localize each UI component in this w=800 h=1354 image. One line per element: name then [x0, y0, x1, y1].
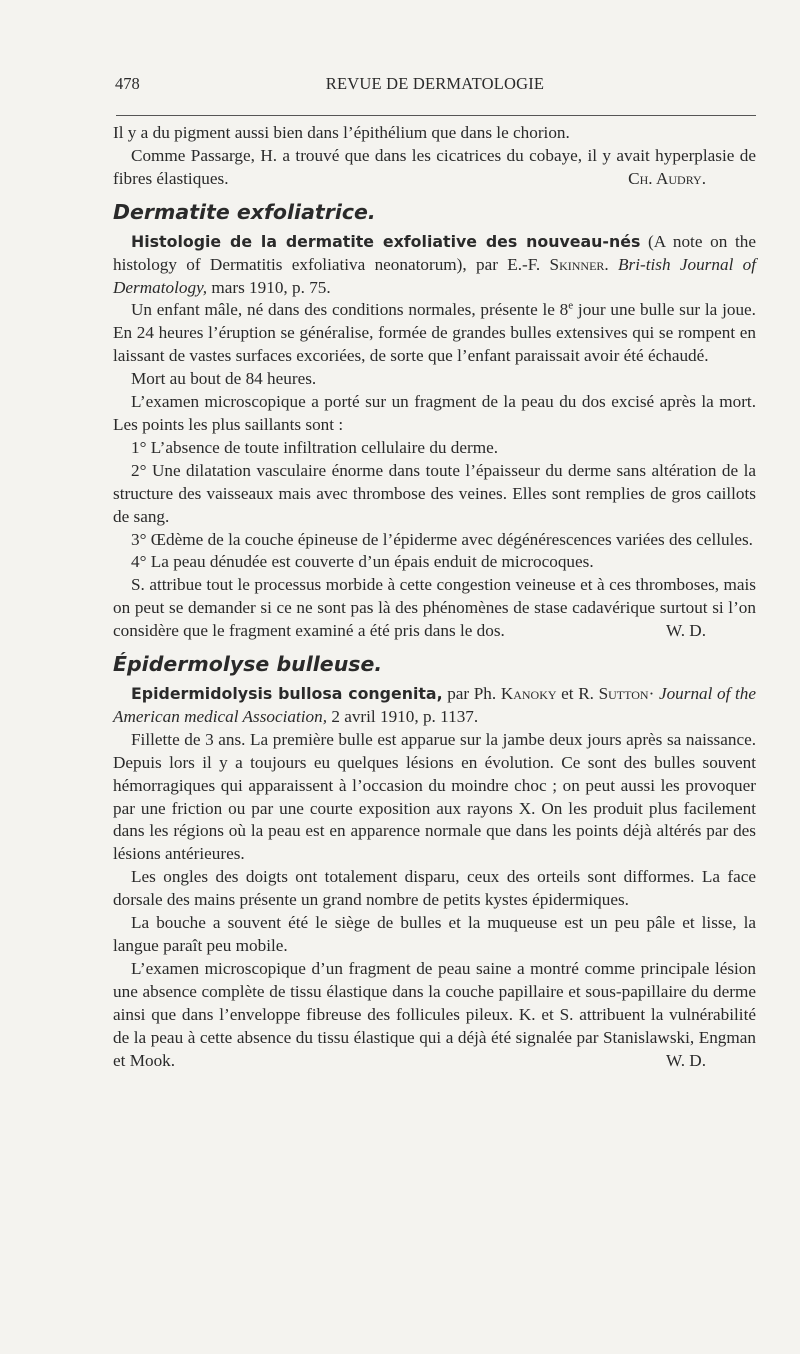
- article-title-kanoky: Epidermidolysis bullosa congenita,: [131, 684, 443, 704]
- finding-1: 1° L’absence de toute infiltration cellulaire du derme.: [131, 437, 499, 457]
- paragraph-case-start: Un enfant mâle, né dans des conditions normales, présente le 8: [131, 300, 569, 320]
- article-title-skinner: Histologie de la dermatite exfoliative des nouveau-nés: [131, 231, 641, 251]
- author-kanoky: Kanoky: [500, 684, 557, 704]
- section-title-dermatite: Dermatite exfoliatrice.: [113, 199, 376, 224]
- paragraph-bouche: La bouche a souvent été le siège de bulles et la muqueuse est un peu pâle et lisse, la langue paraît peu mobile.: [113, 913, 756, 955]
- finding-3: 3° Œdème de la couche épineuse de l’épiderme avec dégénérescences variées des cellules.: [131, 529, 753, 549]
- signature-audry: Ch. Audry.: [628, 168, 706, 188]
- paragraph-conclusion-text: S. attribue tout le processus morbide à cette congestion veineuse et à ces thromboses, mais on peut se demander si ce ne sont pas là des phénomènes de stase cadavérique surtout si l’on considère que le fragment examiné a été pris dans le dos.: [113, 575, 756, 641]
- intro-line: Il y a du pigment aussi bien dans l’épithélium que dans le chorion.: [113, 123, 570, 142]
- citation-mid: et R.: [556, 684, 599, 704]
- paragraph-fillette: Fillette de 3 ans. La première bulle est apparue sur la jambe deux jours après sa naissance. Depuis lors il y a toujours eu quelques lésions en évolution. Ce sont des bulles souvent hémorragiques qui apparaissent à l’occasion du moindre choc ; on peut aussi les provoquer par une friction ou par une courte exposition aux rayons X. On les produit plus facilement dans les régions où la peau est en apparence normale que dans les points déjà altérés par des lésions antérieures.: [113, 729, 756, 864]
- paragraph-death: Mort au bout de 84 heures.: [131, 369, 317, 389]
- paragraph-examen: [113, 958, 756, 1073]
- citation-tail-2: 2 avril 1910, p. 1137.: [327, 706, 479, 726]
- paragraph-examen-text: L’examen microscopique d’un fragment de peau saine a montré comme principale lésion une absence complète de tissu élastique dans la couche papillaire et sous-papillaire du derme ainsi que dans l’enveloppe fibreuse des follicules pileux. K. et S. attribuent la vulnérabilité de la peau à cette absence du tissu élastique qui a déjà été signalée par Stanislawski, Engman et Mook.: [113, 958, 756, 1070]
- paragraph-exam: L’examen microscopique a porté sur un fragment de la peau du dos excisé après la mort. Les points les plus saillants sont :: [113, 392, 756, 434]
- paragraph-case: [113, 299, 756, 368]
- signature-wd-2: W. D.: [666, 1050, 706, 1070]
- finding-2: 2° Une dilatation vasculaire énorme dans toute l’épaisseur du derme sans altération de la structure des vaisseaux mais avec thrombose des veines. Elles sont remplies de gros caillots de sang.: [113, 460, 756, 526]
- running-title: REVUE DE DERMATOLOGIE: [325, 74, 545, 93]
- citation-tail: mars 1910, p. 75.: [207, 277, 331, 297]
- citation-text-2: par Ph.: [442, 684, 501, 704]
- intro-text: Comme Passarge, H. a trouvé que dans les cicatrices du cobaye, il y avait hyperplasie de fibres élastiques.: [113, 145, 756, 188]
- citation-text: (A note on the histology of Dermatitis exfoliativa neonatorum), par E.-F.: [113, 231, 756, 274]
- author-sutton: Sutton·: [598, 684, 655, 704]
- author-skinner: Skinner.: [549, 254, 609, 274]
- superscript-e: e: [568, 299, 574, 312]
- signature-wd-1: W. D.: [666, 621, 706, 641]
- paragraph-ongles: Les ongles des doigts ont totalement disparu, ceux des orteils sont difformes. La face dorsale des mains présente un grand nombre de petits kystes épidermiques.: [113, 867, 756, 910]
- paragraph-conclusion: [113, 574, 756, 643]
- journal-bjd: Bri-tish Journal of Dermatology,: [113, 254, 757, 297]
- citation-kanoky: [113, 683, 756, 729]
- paragraph-case-rest: jour une bulle sur la joue. En 24 heures l’éruption se généralise, formée de grandes bulles extensives qui se rompent en laissant de vastes surfaces excoriées, de sorte que l’enfant paraissait avoir été échaudé.: [113, 300, 756, 366]
- running-header: [115, 74, 755, 98]
- citation-skinner: [113, 231, 756, 300]
- page-number: 478: [115, 74, 140, 93]
- intro-paragraph: [113, 145, 756, 191]
- header-rule: [116, 115, 756, 116]
- section-title-epidermolyse: Épidermolyse bulleuse.: [113, 652, 383, 677]
- journal-jama: Journal of the American medical Association,: [113, 684, 756, 726]
- article-body: [113, 122, 756, 1072]
- finding-4: 4° La peau dénudée est couverte d’un épais enduit de microcoques.: [131, 552, 594, 572]
